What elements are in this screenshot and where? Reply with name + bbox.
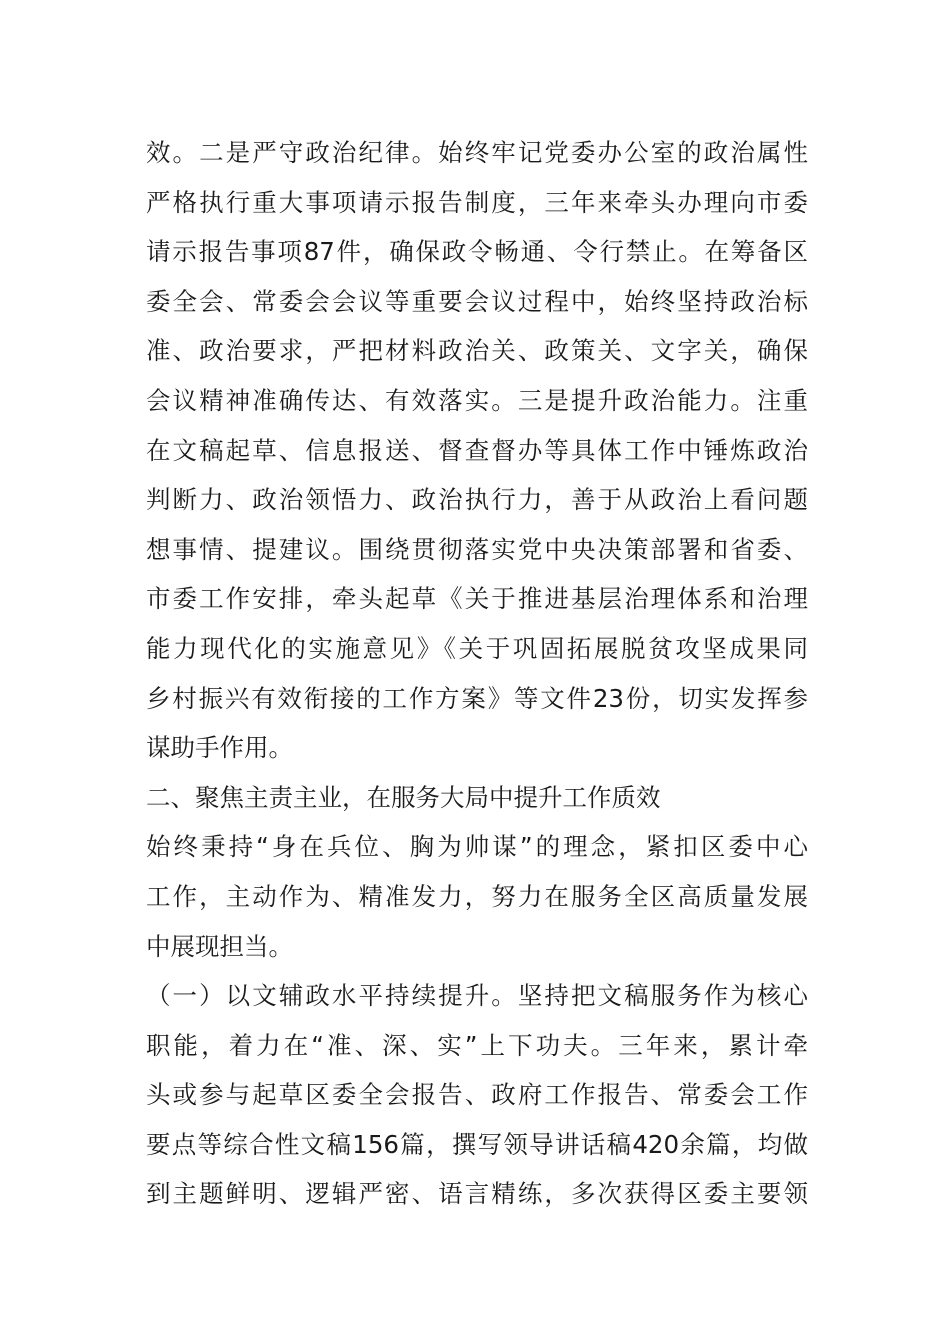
text-line: 中展现担当。 (146, 931, 293, 961)
text-line: 谋助手作用。 (146, 733, 293, 763)
text-line: 能力现代化的实施意见》《关于巩固拓展脱贫攻坚成果同 (146, 633, 808, 663)
text-line: 严格执行重大事项请示报告制度，三年来牵头办理向市委 (146, 187, 808, 217)
text-line: 要点等综合性文稿156篇，撰写领导讲话稿420余篇，均做 (146, 1129, 808, 1159)
document-body (146, 128, 808, 1219)
text-line: 到主题鲜明、逻辑严密、语言精练，多次获得区委主要领 (146, 1179, 808, 1209)
text-line: 会议精神准确传达、有效落实。三是提升政治能力。注重 (146, 385, 808, 415)
text-line: 工作，主动作为、精准发力，努力在服务全区高质量发展 (146, 881, 808, 911)
text-line: 职能，着力在“准、深、实”上下功夫。三年来，累计牵 (146, 1030, 808, 1060)
text-line: 乡村振兴有效衔接的工作方案》等文件23份，切实发挥参 (146, 683, 808, 713)
text-line: 在文稿起草、信息报送、督查督办等具体工作中锤炼政治 (146, 435, 808, 465)
text-line: 委全会、常委会会议等重要会议过程中，始终坚持政治标 (146, 286, 808, 316)
text-line: 始终秉持“身在兵位、胸为帅谋”的理念，紧扣区委中心 (146, 832, 808, 862)
text-line: 准、政治要求，严把材料政治关、政策关、文字关，确保 (146, 336, 808, 366)
text-line: 市委工作安排，牵头起草《关于推进基层治理体系和治理 (146, 584, 808, 614)
text-line: 效。二是严守政治纪律。始终牢记党委办公室的政治属性 (146, 138, 808, 167)
section-heading: 二、聚焦主责主业，在服务大局中提升工作质效 (146, 782, 661, 812)
text-line: 判断力、政治领悟力、政治执行力，善于从政治上看问题 (146, 485, 808, 515)
subsection-line: （一）以文辅政水平持续提升。坚持把文稿服务作为核心 (146, 981, 808, 1011)
text-line: 想事情、提建议。围绕贯彻落实党中央决策部署和省委、 (146, 534, 808, 564)
text-line: 请示报告事项87件，确保政令畅通、令行禁止。在筹备区 (146, 237, 808, 267)
text-line: 头或参与起草区委全会报告、政府工作报告、常委会工作 (146, 1080, 808, 1110)
